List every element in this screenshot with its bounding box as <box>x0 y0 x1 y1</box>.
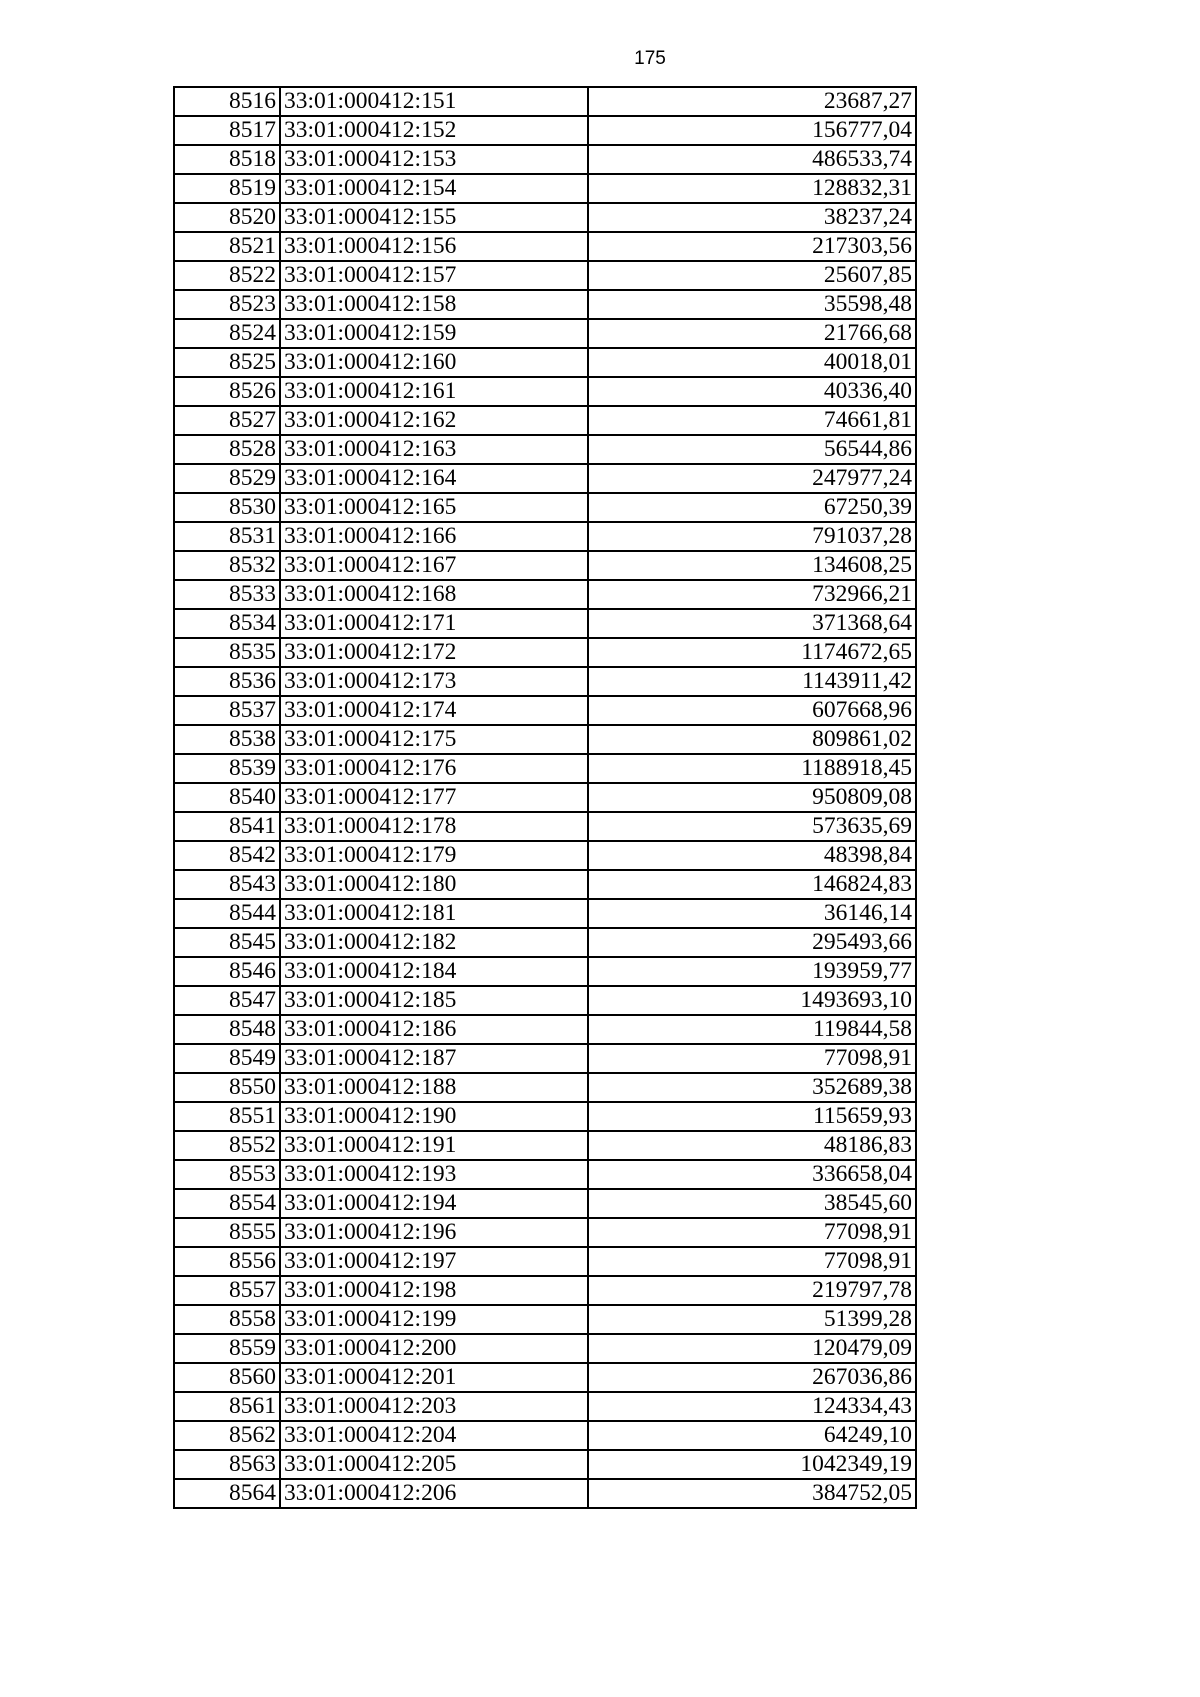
cadastral-number-cell: 33:01:000412:198 <box>280 1276 588 1305</box>
table-row <box>174 667 916 696</box>
table-row <box>174 1450 916 1479</box>
table-row <box>174 493 916 522</box>
row-number-cell: 8527 <box>174 406 280 435</box>
table-row <box>174 1073 916 1102</box>
cadastral-number-cell: 33:01:000412:153 <box>280 145 588 174</box>
cadastral-number-cell: 33:01:000412:201 <box>280 1363 588 1392</box>
value-cell: 791037,28 <box>588 522 916 551</box>
cadastral-number-cell: 33:01:000412:173 <box>280 667 588 696</box>
table-row <box>174 928 916 957</box>
value-cell: 124334,43 <box>588 1392 916 1421</box>
cadastral-number-cell: 33:01:000412:155 <box>280 203 588 232</box>
value-cell: 217303,56 <box>588 232 916 261</box>
value-cell: 607668,96 <box>588 696 916 725</box>
row-number-cell: 8533 <box>174 580 280 609</box>
cadastral-number-cell: 33:01:000412:172 <box>280 638 588 667</box>
table-row <box>174 609 916 638</box>
table-row <box>174 145 916 174</box>
row-number-cell: 8518 <box>174 145 280 174</box>
row-number-cell: 8525 <box>174 348 280 377</box>
cadastral-number-cell: 33:01:000412:152 <box>280 116 588 145</box>
table-row <box>174 261 916 290</box>
cadastral-number-cell: 33:01:000412:185 <box>280 986 588 1015</box>
table-row <box>174 174 916 203</box>
table-row <box>174 1276 916 1305</box>
value-cell: 67250,39 <box>588 493 916 522</box>
table-row <box>174 725 916 754</box>
table-row <box>174 406 916 435</box>
cadastral-number-cell: 33:01:000412:166 <box>280 522 588 551</box>
table-row <box>174 1305 916 1334</box>
value-cell: 21766,68 <box>588 319 916 348</box>
row-number-cell: 8523 <box>174 290 280 319</box>
table-row <box>174 522 916 551</box>
cadastral-number-cell: 33:01:000412:174 <box>280 696 588 725</box>
value-cell: 1143911,42 <box>588 667 916 696</box>
value-cell: 486533,74 <box>588 145 916 174</box>
row-number-cell: 8522 <box>174 261 280 290</box>
cadastral-number-cell: 33:01:000412:158 <box>280 290 588 319</box>
value-cell: 77098,91 <box>588 1044 916 1073</box>
table-row <box>174 1392 916 1421</box>
value-cell: 77098,91 <box>588 1247 916 1276</box>
table-row <box>174 290 916 319</box>
value-cell: 352689,38 <box>588 1073 916 1102</box>
cadastral-number-cell: 33:01:000412:163 <box>280 435 588 464</box>
row-number-cell: 8521 <box>174 232 280 261</box>
row-number-cell: 8531 <box>174 522 280 551</box>
value-cell: 40336,40 <box>588 377 916 406</box>
table-row <box>174 1131 916 1160</box>
row-number-cell: 8564 <box>174 1479 280 1508</box>
table-row <box>174 696 916 725</box>
table-row <box>174 986 916 1015</box>
cadastral-number-cell: 33:01:000412:171 <box>280 609 588 638</box>
value-cell: 56544,86 <box>588 435 916 464</box>
cadastral-number-cell: 33:01:000412:157 <box>280 261 588 290</box>
cadastral-number-cell: 33:01:000412:154 <box>280 174 588 203</box>
cadastral-number-cell: 33:01:000412:181 <box>280 899 588 928</box>
value-cell: 48186,83 <box>588 1131 916 1160</box>
cadastral-number-cell: 33:01:000412:193 <box>280 1160 588 1189</box>
cadastral-number-cell: 33:01:000412:175 <box>280 725 588 754</box>
cadastral-number-cell: 33:01:000412:161 <box>280 377 588 406</box>
cadastral-number-cell: 33:01:000412:162 <box>280 406 588 435</box>
row-number-cell: 8534 <box>174 609 280 638</box>
row-number-cell: 8538 <box>174 725 280 754</box>
cadastral-number-cell: 33:01:000412:196 <box>280 1218 588 1247</box>
value-cell: 732966,21 <box>588 580 916 609</box>
value-cell: 23687,27 <box>588 87 916 116</box>
row-number-cell: 8542 <box>174 841 280 870</box>
row-number-cell: 8537 <box>174 696 280 725</box>
value-cell: 146824,83 <box>588 870 916 899</box>
value-cell: 36146,14 <box>588 899 916 928</box>
cadastral-number-cell: 33:01:000412:197 <box>280 1247 588 1276</box>
cadastral-number-cell: 33:01:000412:167 <box>280 551 588 580</box>
cadastral-number-cell: 33:01:000412:179 <box>280 841 588 870</box>
table-row <box>174 1160 916 1189</box>
value-cell: 1188918,45 <box>588 754 916 783</box>
cadastral-number-cell: 33:01:000412:184 <box>280 957 588 986</box>
table-row <box>174 348 916 377</box>
table-row <box>174 638 916 667</box>
row-number-cell: 8555 <box>174 1218 280 1247</box>
value-cell: 64249,10 <box>588 1421 916 1450</box>
value-cell: 134608,25 <box>588 551 916 580</box>
table-row <box>174 1363 916 1392</box>
table-row <box>174 957 916 986</box>
table-row <box>174 1247 916 1276</box>
table-row <box>174 87 916 116</box>
table-row <box>174 870 916 899</box>
cadastral-number-cell: 33:01:000412:164 <box>280 464 588 493</box>
row-number-cell: 8552 <box>174 1131 280 1160</box>
row-number-cell: 8528 <box>174 435 280 464</box>
value-cell: 1042349,19 <box>588 1450 916 1479</box>
cadastral-number-cell: 33:01:000412:205 <box>280 1450 588 1479</box>
value-cell: 950809,08 <box>588 783 916 812</box>
cadastral-number-cell: 33:01:000412:176 <box>280 754 588 783</box>
table-row <box>174 232 916 261</box>
cadastral-number-cell: 33:01:000412:165 <box>280 493 588 522</box>
table-row <box>174 1334 916 1363</box>
row-number-cell: 8524 <box>174 319 280 348</box>
page-number: 175 <box>634 48 666 69</box>
table-row <box>174 812 916 841</box>
table-row <box>174 319 916 348</box>
table-row <box>174 464 916 493</box>
value-cell: 267036,86 <box>588 1363 916 1392</box>
value-cell: 51399,28 <box>588 1305 916 1334</box>
row-number-cell: 8544 <box>174 899 280 928</box>
table-row <box>174 1479 916 1508</box>
row-number-cell: 8535 <box>174 638 280 667</box>
cadastral-number-cell: 33:01:000412:156 <box>280 232 588 261</box>
value-cell: 1493693,10 <box>588 986 916 1015</box>
cadastral-number-cell: 33:01:000412:194 <box>280 1189 588 1218</box>
cadastral-number-cell: 33:01:000412:160 <box>280 348 588 377</box>
row-number-cell: 8517 <box>174 116 280 145</box>
cadastral-number-cell: 33:01:000412:190 <box>280 1102 588 1131</box>
value-cell: 128832,31 <box>588 174 916 203</box>
row-number-cell: 8557 <box>174 1276 280 1305</box>
cadastral-number-cell: 33:01:000412:178 <box>280 812 588 841</box>
value-cell: 1174672,65 <box>588 638 916 667</box>
table-row <box>174 551 916 580</box>
row-number-cell: 8532 <box>174 551 280 580</box>
row-number-cell: 8536 <box>174 667 280 696</box>
cadastral-number-cell: 33:01:000412:187 <box>280 1044 588 1073</box>
table-row <box>174 754 916 783</box>
cadastral-number-cell: 33:01:000412:199 <box>280 1305 588 1334</box>
table-row <box>174 1421 916 1450</box>
value-cell: 156777,04 <box>588 116 916 145</box>
row-number-cell: 8516 <box>174 87 280 116</box>
table-row <box>174 899 916 928</box>
value-cell: 295493,66 <box>588 928 916 957</box>
value-cell: 219797,78 <box>588 1276 916 1305</box>
row-number-cell: 8541 <box>174 812 280 841</box>
cadastral-number-cell: 33:01:000412:200 <box>280 1334 588 1363</box>
row-number-cell: 8519 <box>174 174 280 203</box>
row-number-cell: 8529 <box>174 464 280 493</box>
row-number-cell: 8560 <box>174 1363 280 1392</box>
value-cell: 74661,81 <box>588 406 916 435</box>
row-number-cell: 8539 <box>174 754 280 783</box>
table-row <box>174 1102 916 1131</box>
cadastral-number-cell: 33:01:000412:180 <box>280 870 588 899</box>
table-row <box>174 203 916 232</box>
table-body <box>174 87 916 1508</box>
row-number-cell: 8553 <box>174 1160 280 1189</box>
row-number-cell: 8546 <box>174 957 280 986</box>
value-cell: 120479,09 <box>588 1334 916 1363</box>
row-number-cell: 8545 <box>174 928 280 957</box>
table-row <box>174 1015 916 1044</box>
row-number-cell: 8547 <box>174 986 280 1015</box>
value-cell: 247977,24 <box>588 464 916 493</box>
row-number-cell: 8543 <box>174 870 280 899</box>
cadastral-number-cell: 33:01:000412:204 <box>280 1421 588 1450</box>
row-number-cell: 8559 <box>174 1334 280 1363</box>
row-number-cell: 8549 <box>174 1044 280 1073</box>
value-cell: 38237,24 <box>588 203 916 232</box>
table-row <box>174 1189 916 1218</box>
value-cell: 25607,85 <box>588 261 916 290</box>
value-cell: 371368,64 <box>588 609 916 638</box>
cadastral-number-cell: 33:01:000412:186 <box>280 1015 588 1044</box>
value-cell: 573635,69 <box>588 812 916 841</box>
table-row <box>174 580 916 609</box>
value-cell: 48398,84 <box>588 841 916 870</box>
table-row <box>174 1218 916 1247</box>
value-cell: 115659,93 <box>588 1102 916 1131</box>
table-row <box>174 1044 916 1073</box>
row-number-cell: 8558 <box>174 1305 280 1334</box>
row-number-cell: 8530 <box>174 493 280 522</box>
row-number-cell: 8551 <box>174 1102 280 1131</box>
table-row <box>174 116 916 145</box>
row-number-cell: 8562 <box>174 1421 280 1450</box>
cadastral-number-cell: 33:01:000412:151 <box>280 87 588 116</box>
value-cell: 336658,04 <box>588 1160 916 1189</box>
value-cell: 40018,01 <box>588 348 916 377</box>
value-cell: 384752,05 <box>588 1479 916 1508</box>
cadastral-number-cell: 33:01:000412:203 <box>280 1392 588 1421</box>
row-number-cell: 8563 <box>174 1450 280 1479</box>
table-row <box>174 841 916 870</box>
cadastral-number-cell: 33:01:000412:182 <box>280 928 588 957</box>
value-cell: 809861,02 <box>588 725 916 754</box>
value-cell: 35598,48 <box>588 290 916 319</box>
value-cell: 38545,60 <box>588 1189 916 1218</box>
cadastral-number-cell: 33:01:000412:191 <box>280 1131 588 1160</box>
cadastral-number-cell: 33:01:000412:206 <box>280 1479 588 1508</box>
value-cell: 77098,91 <box>588 1218 916 1247</box>
row-number-cell: 8526 <box>174 377 280 406</box>
cadastral-number-cell: 33:01:000412:168 <box>280 580 588 609</box>
data-table <box>173 86 917 1509</box>
row-number-cell: 8540 <box>174 783 280 812</box>
row-number-cell: 8554 <box>174 1189 280 1218</box>
row-number-cell: 8550 <box>174 1073 280 1102</box>
cadastral-number-cell: 33:01:000412:159 <box>280 319 588 348</box>
cadastral-number-cell: 33:01:000412:188 <box>280 1073 588 1102</box>
row-number-cell: 8520 <box>174 203 280 232</box>
value-cell: 119844,58 <box>588 1015 916 1044</box>
table-row <box>174 783 916 812</box>
row-number-cell: 8548 <box>174 1015 280 1044</box>
row-number-cell: 8561 <box>174 1392 280 1421</box>
row-number-cell: 8556 <box>174 1247 280 1276</box>
cadastral-number-cell: 33:01:000412:177 <box>280 783 588 812</box>
value-cell: 193959,77 <box>588 957 916 986</box>
table-row <box>174 377 916 406</box>
table-row <box>174 435 916 464</box>
